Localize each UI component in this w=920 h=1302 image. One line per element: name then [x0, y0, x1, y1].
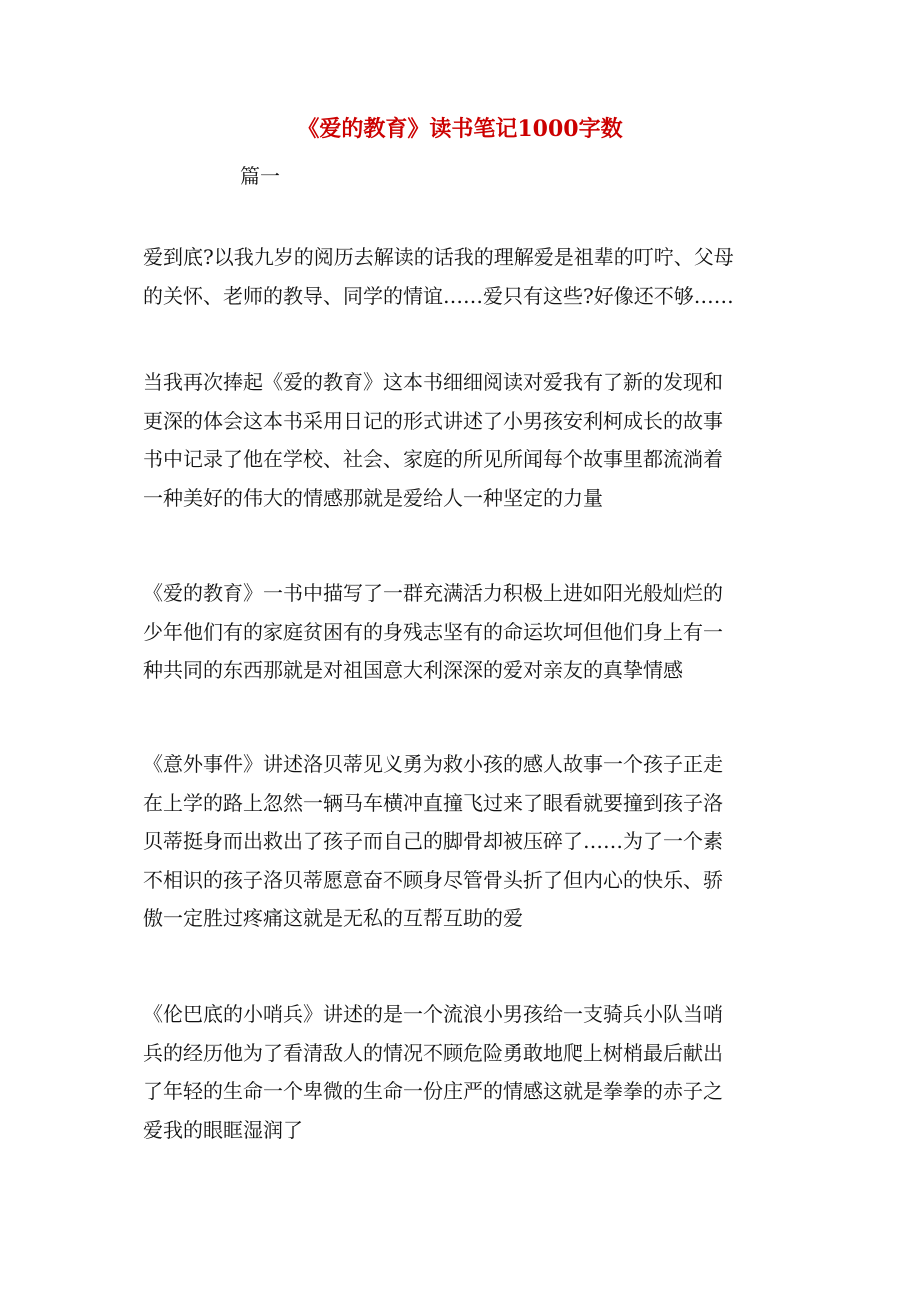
paragraph-line: 在上学的路上忽然一辆马车横冲直撞飞过来了眼看就要撞到孩子洛	[143, 790, 723, 815]
paragraph-line: 不相识的孩子洛贝蒂愿意奋不顾身尽管骨头折了但内心的快乐、骄	[143, 867, 723, 892]
paragraph-4	[143, 745, 783, 938]
paragraph-line: 《伦巴底的小哨兵》讲述的是一个流浪小男孩给一支骑兵小队当哨	[143, 1002, 723, 1026]
paragraph-line: 《爱的教育》一书中描写了一群充满活力积极上进如阳光般灿烂的	[143, 581, 723, 605]
paragraph-3	[143, 574, 783, 690]
paragraph-line: 少年他们有的家庭贫困有的身残志坚有的命运坎坷但他们身上有一	[143, 619, 723, 644]
paragraph-line: 当我再次捧起《爱的教育》这本书细细阅读对爱我有了新的发现和	[143, 370, 723, 394]
paragraph-line: 的关怀、老师的教导、同学的情谊……爱只有这些?好像还不够……	[143, 283, 734, 308]
document-title: 《爱的教育》读书笔记1000字数	[297, 116, 623, 142]
paragraph-line: 一种美好的伟大的情感那就是爱给人一种坚定的力量	[143, 485, 603, 510]
paragraph-line: 种共同的东西那就是对祖国意大利深深的爱对亲友的真挚情感	[143, 658, 683, 682]
paragraph-line: 兵的经历他为了看清敌人的情况不顾危险勇敢地爬上树梢最后献出	[143, 1040, 723, 1065]
paragraph-line: 爱到底?以我九岁的阅历去解读的话我的理解爱是祖辈的叮咛、父母	[143, 245, 734, 269]
paragraph-2	[143, 363, 783, 517]
paragraph-1	[143, 238, 783, 315]
paragraph-line: 《意外事件》讲述洛贝蒂见义勇为救小孩的感人故事一个孩子正走	[143, 752, 723, 776]
paragraph-line: 书中记录了他在学校、社会、家庭的所见所闻每个故事里都流淌着	[143, 447, 723, 471]
paragraph-line: 了年轻的生命一个卑微的生命一份庄严的情感这就是拳拳的赤子之	[143, 1079, 723, 1103]
paragraph-line: 贝蒂挺身而出救出了孩子而自己的脚骨却被压碎了……为了一个素	[143, 829, 723, 853]
paragraph-line: 更深的体会这本书采用日记的形式讲述了小男孩安利柯成长的故事	[143, 408, 723, 433]
paragraph-5	[143, 995, 783, 1149]
section-label: 篇一	[240, 164, 280, 188]
paragraph-line: 傲一定胜过疼痛这就是无私的互帮互助的爱	[143, 906, 523, 930]
paragraph-line: 爱我的眼眶湿润了	[143, 1117, 303, 1142]
